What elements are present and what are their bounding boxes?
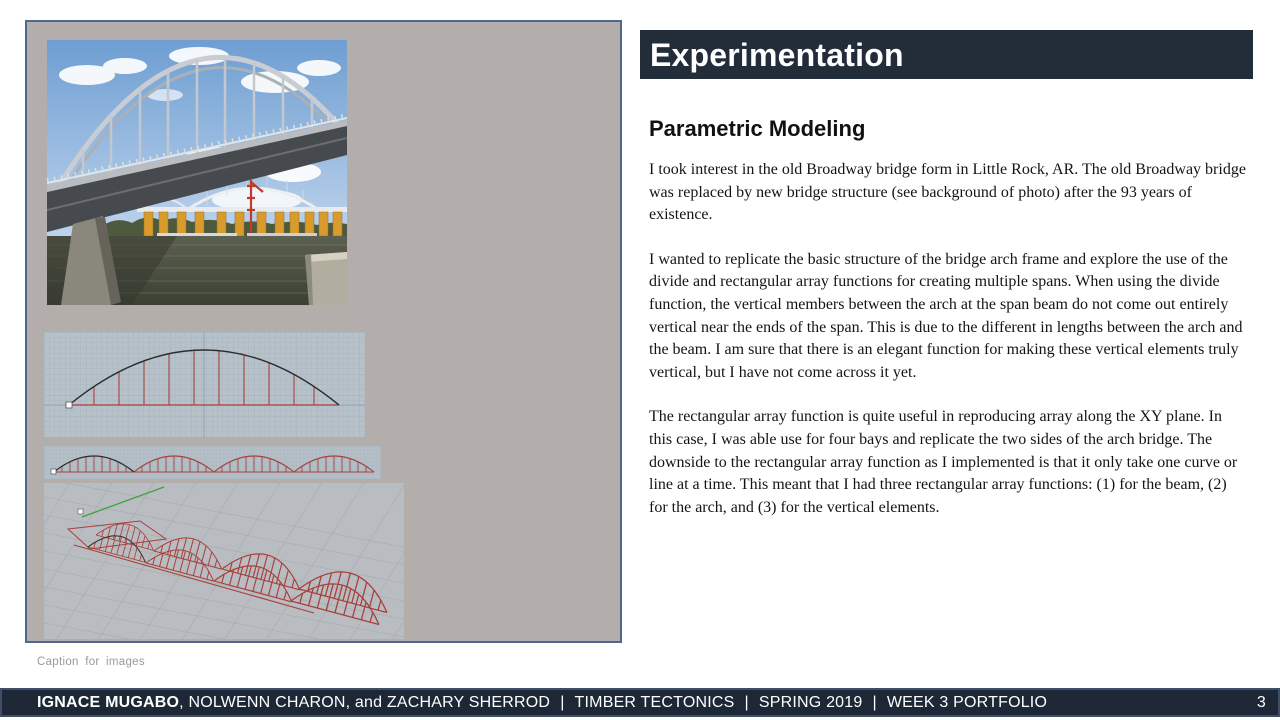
four-span-elevation-figure [44,446,381,479]
footer-term: SPRING 2019 [758,693,863,711]
bridge-photo [47,40,347,305]
body-text [649,159,1248,541]
page-number: 3 [1256,693,1266,711]
footer-authors-rest: , NOLWENN CHARON, and ZACHARY SHERROD [179,693,551,711]
footer-course: TIMBER TECTONICS [574,693,735,711]
control-point-marker [66,402,72,408]
footer-week: WEEK 3 PORTFOLIO [886,693,1048,711]
footer-separator: | [744,693,749,711]
control-point-marker [78,509,83,514]
paragraph-1: I took interest in the old Broadway bridge form in Little Rock, AR. The old Broadway bridge was replaced by new bridge structure (see background of photo) after the 93 years of existence. [649,161,1246,224]
image-panel [25,20,622,643]
page-title: Experimentation [650,37,904,73]
footer-author-primary: IGNACE MUGABO [37,693,180,711]
footer-separator: | [872,693,877,711]
concrete-pier [305,252,347,305]
footer-separator: | [560,693,565,711]
perspective-arch-array-figure [44,483,404,639]
control-point-marker [51,469,56,474]
section-heading: Parametric Modeling [649,116,866,141]
footer-bar [0,688,1280,717]
paragraph-3: The rectangular array function is quite useful in reproducing array along the XY plane. In this case, I was able use for four bays and replicate the two sides of the arch bridge. The downside to the rectangular array function as I implemented is that it only take one curve or line at a time. This meant that I had three rectangular array functions: (1) for the beam, (2) for the arch, and (3) for the vertical elements. [649,408,1238,516]
paragraph-2: I wanted to replicate the basic structure of the bridge arch frame and explore the use of the divide and rectangular array functions for creating multiple spans. When using the divide function, the vertical members between the arch at the span beam do not come out entirely vertical near the ends of the span. This is due to the different in lengths between the arch and the beam. I am sure that there is an elegant function for making these vertical elements truly vertical, but I have not come across it yet. [649,250,1243,381]
image-caption: Caption for images [37,656,145,668]
single-arch-elevation-figure [44,332,365,437]
slide-title-bar [640,30,1253,79]
